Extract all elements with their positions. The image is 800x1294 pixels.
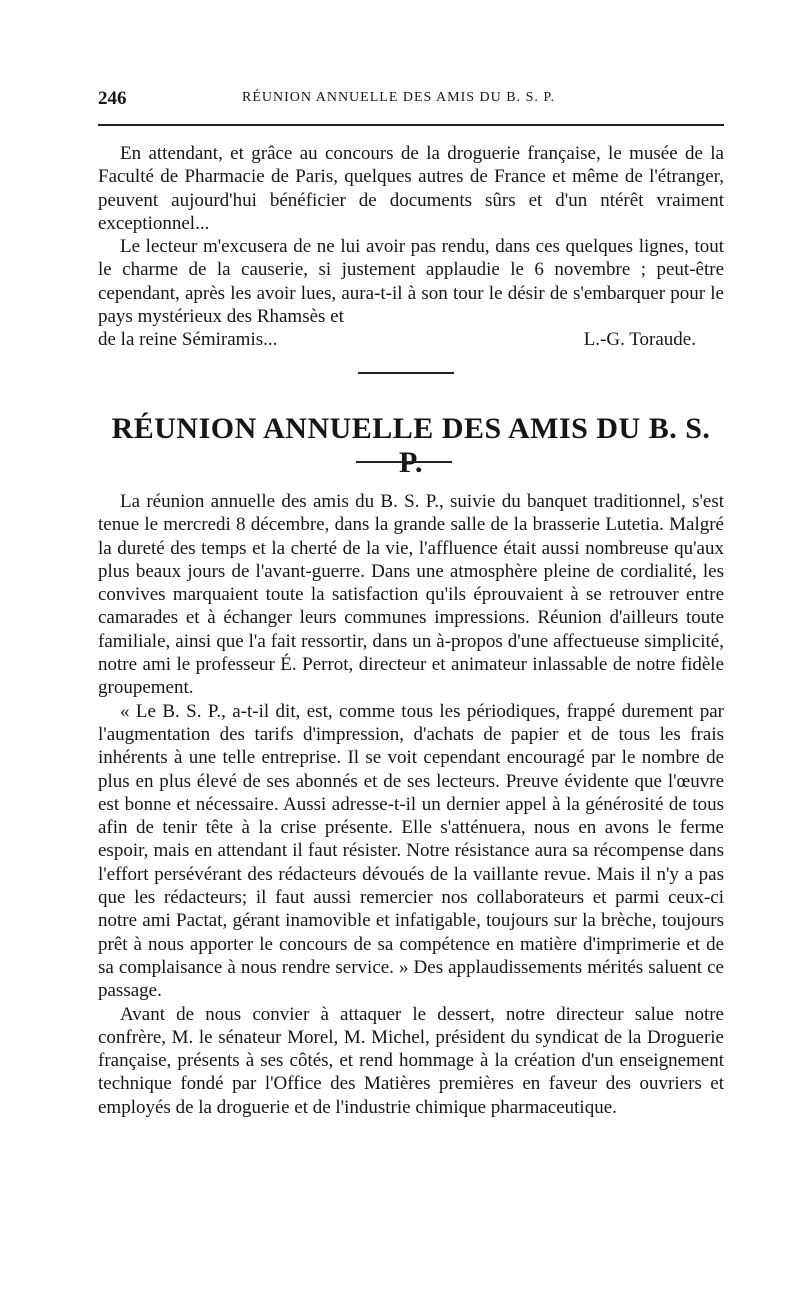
paragraph: En attendant, et grâce au concours de la droguerie française, le musée de la Faculté de Pharmacie de Paris, quelques autres de France et même de l'étranger, peuvent aujourd'hui bénéficier de documents sûrs et d'un ntérêt vraiment exceptionnel... <box>98 143 724 234</box>
paragraph: Avant de nous convier à attaquer le dessert, notre directeur salue notre confrère, M. le sénateur Morel, M. Michel, président du syndicat de la Droguerie française, présents à ses côtés, et rend hommage à la création d'un enseignement technique fondé par l'Office des Matières premières en faveur des ouvriers et employés de la droguerie et de l'industrie chimique pharmaceutique. <box>98 1003 724 1118</box>
author-signature: L.-G. Toraude. <box>583 329 696 351</box>
paragraph: La réunion annuelle des amis du B. S. P., suivie du banquet traditionnel, s'est tenue le mercredi 8 décembre, dans la grande salle de la brasserie Lutetia. Malgré la dureté des temps et la cherté de la vie, l'affluence était aussi nombreuse qu'aux plus beaux jours de l'avant-guerre. Dans une atmosphère pleine de cordialité, les convives marquaient toute la satisfaction qu'ils éprouvaient à se retrouver entre camarades et à échanger leurs communes impressions. Réunion d'ailleurs toute familiale, ainsi que l'a fait ressortir, dans un à-propos d'une affectueuse simplicité, notre ami le professeur É. Perrot, directeur et animateur inlassable de notre fidèle groupement. <box>98 491 724 699</box>
section-divider <box>358 372 454 374</box>
paragraph-last-line: de la reine Sémiramis... <box>98 329 278 351</box>
paragraph: Le lecteur m'excusera de ne lui avoir pas rendu, dans ces quelques lignes, tout le charme de la causerie, si justement applaudie le 6 novembre ; peut-être cependant, après les avoir lues, aura-t-il à son tour le désir de s'embarquer pour le pays mystérieux des Rhamsès et <box>98 236 724 328</box>
paragraph: « Le B. S. P., a-t-il dit, est, comme tous les périodiques, frappé durement par l'augmentation des tarifs d'impression, d'achats de papier et de tous les frais inhérents à une telle entreprise. Il se voit cependant encouragé par le nombre de plus en plus élevé de ses abonnés et de ses lecteurs. Preuve évidente que l'œuvre est bonne et nécessaire. Aussi adresse-t-il un dernier appel à la générosité de tous afin de tenir tête à la crise présente. Elle s'atténuera, nous en avons le ferme espoir, mais en attendant il faut résister. Notre résistance aura sa récompense dans l'effort persévérant des rédacteurs dévoués de la vaillante revue. Mais il n'y a pas que les rédacteurs; il faut aussi remercier nos collaborateurs et parmi ceux-ci notre ami Pactat, gérant inamovible et infatigable, toujours sur la brèche, toujours prêt à nous apporter le concours de sa compétence en matière d'imprimerie et de sa complaisance à nous rendre service. » Des applaudissements mérités saluent ce passage. <box>98 700 724 1002</box>
page-number: 246 <box>98 88 127 109</box>
title-divider <box>356 461 452 463</box>
running-title: RÉUNION ANNUELLE DES AMIS DU B. S. P. <box>242 90 556 105</box>
article-text <box>98 490 724 1119</box>
header-rule <box>98 124 724 126</box>
running-head <box>98 88 718 112</box>
section-title: RÉUNION ANNUELLE DES AMIS DU B. S. P. <box>111 412 711 479</box>
previous-article-text <box>98 142 724 352</box>
paragraph-closing-line <box>98 328 724 351</box>
